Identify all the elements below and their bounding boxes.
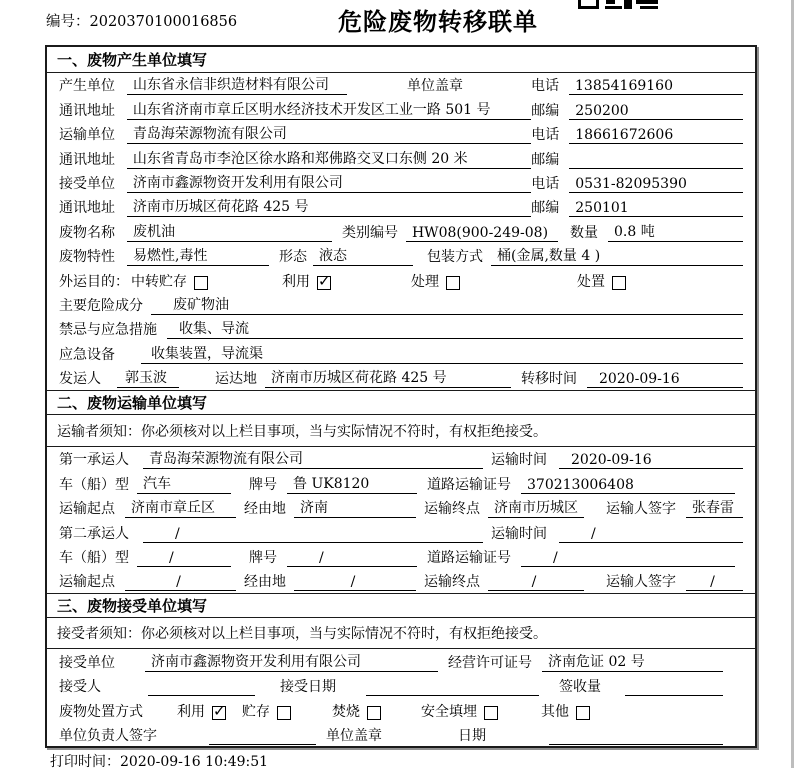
accept-date-value bbox=[366, 695, 539, 696]
purpose-option-label: 利用 bbox=[282, 273, 310, 290]
accept-date-label: 接受日期 bbox=[280, 679, 336, 696]
end1-label: 运输终点 bbox=[424, 501, 480, 518]
phone3-label: 电话 bbox=[531, 175, 560, 192]
carrier1-row bbox=[59, 447, 743, 471]
doc-number bbox=[46, 10, 237, 31]
date-label: 日期 bbox=[458, 727, 486, 744]
qty-value: 0.8 吨 bbox=[608, 221, 743, 242]
permit1-value: 370213006408 bbox=[521, 477, 735, 494]
disposal-option-label: 贮存 bbox=[242, 703, 270, 720]
hazard-value: 废矿物油 bbox=[151, 294, 743, 315]
time2-label: 运输时间 bbox=[491, 525, 547, 542]
zip1-value: 250200 bbox=[569, 103, 743, 120]
vehicle2-value: / bbox=[137, 550, 231, 567]
equipment-value: 收集装置，导流渠 bbox=[141, 343, 743, 364]
checkbox-icon bbox=[212, 706, 226, 720]
section-2-header bbox=[47, 390, 755, 415]
receiver-notice: 接受者须知：你必须核对以上栏目事项，当与实际情况不符时，有权拒绝接受。 bbox=[47, 618, 755, 649]
carrier2-label: 第二承运人 bbox=[59, 525, 129, 542]
vehicle1-value: 汽车 bbox=[137, 473, 231, 494]
transporter-notice: 运输者须知：你必须核对以上栏目事项，当与实际情况不符时，有权拒绝接受。 bbox=[47, 415, 755, 447]
equipment-label: 应急设备 bbox=[59, 346, 115, 363]
waste-name-value: 废机油 bbox=[127, 221, 332, 242]
sign1-value: 张春雷 bbox=[686, 497, 743, 518]
head-sign-value bbox=[209, 744, 316, 745]
category-label: 类别编号 bbox=[342, 224, 398, 241]
emergency-label: 禁忌与应急措施 bbox=[59, 322, 157, 339]
page-edge-divider bbox=[791, 0, 794, 768]
disposal-label: 废物处置方式 bbox=[59, 703, 143, 720]
sign2-value: / bbox=[686, 574, 743, 591]
disposal-option-storage bbox=[242, 701, 291, 721]
qty-label: 数量 bbox=[570, 224, 598, 241]
purpose-option-transfer-storage bbox=[131, 271, 208, 291]
origin1-value: 济南市章丘区 bbox=[125, 497, 236, 518]
addr3-label: 通讯地址 bbox=[59, 200, 115, 217]
receiver-value: 济南市鑫源物资开发利用有限公司 bbox=[127, 172, 531, 193]
accept-unit-value: 济南市鑫源物资开发利用有限公司 bbox=[145, 651, 438, 672]
head-sign-row bbox=[59, 723, 743, 747]
carrier1-label: 第一承运人 bbox=[59, 452, 129, 469]
disposal-row bbox=[59, 698, 743, 722]
end2-value: / bbox=[488, 574, 584, 591]
section-3-title: 三、废物接受单位填写 bbox=[57, 598, 208, 616]
purpose-option-use bbox=[282, 271, 331, 291]
transfer-time-value: 2020-09-16 bbox=[587, 371, 743, 388]
checkbox-icon bbox=[317, 276, 331, 290]
producer-label: 产生单位 bbox=[59, 78, 115, 95]
form-label: 形态 bbox=[279, 249, 307, 266]
manifest-form bbox=[45, 45, 757, 748]
section-1-title: 一、废物产生单位填写 bbox=[57, 52, 208, 69]
plate2-value: / bbox=[287, 550, 417, 567]
phone2-label: 电话 bbox=[531, 127, 560, 144]
addr3-value: 济南市历城区荷花路 425 号 bbox=[127, 196, 531, 217]
transporter-address-row bbox=[59, 146, 743, 170]
emergency-value: 收集、导流 bbox=[167, 318, 743, 339]
print-time-value: 2020-09-16 10:49:51 bbox=[120, 754, 269, 768]
print-time bbox=[50, 751, 268, 768]
disposal-option-use bbox=[177, 701, 226, 721]
accept-unit-label: 接受单位 bbox=[59, 654, 115, 671]
origin1-label: 运输起点 bbox=[59, 501, 115, 518]
disposal-option-label: 利用 bbox=[177, 703, 205, 720]
via1-label: 经由地 bbox=[244, 501, 286, 518]
license-label: 经营许可证号 bbox=[448, 654, 532, 671]
time1-value: 2020-09-16 bbox=[559, 452, 743, 469]
vehicle1-row bbox=[59, 471, 743, 495]
receiver-label: 接受单位 bbox=[59, 175, 115, 192]
addr1-label: 通讯地址 bbox=[59, 102, 115, 119]
dest-value: 济南市历城区荷花路 425 号 bbox=[265, 367, 511, 388]
time1-label: 运输时间 bbox=[491, 452, 547, 469]
zip2-value bbox=[569, 168, 743, 169]
zip3-value: 250101 bbox=[569, 200, 743, 217]
doc-number-label: 编号： bbox=[46, 14, 90, 30]
phone1-value: 13854169160 bbox=[569, 78, 743, 95]
phone3-value: 0531-82095390 bbox=[569, 176, 743, 193]
checkbox-icon bbox=[484, 706, 498, 720]
section-1-body bbox=[47, 73, 755, 390]
signed-qty-value bbox=[625, 695, 723, 696]
head-sign-label: 单位负责人签字 bbox=[59, 727, 157, 744]
packing-value: 桶(金属,数量 4 ) bbox=[491, 245, 743, 266]
receiver-row bbox=[59, 171, 743, 195]
waste-name-label: 废物名称 bbox=[59, 224, 115, 241]
doc-number-value: 2020370100016856 bbox=[89, 14, 238, 30]
addr2-value: 山东省青岛市李沧区徐水路和郑佛路交叉口东侧 20 米 bbox=[127, 148, 531, 169]
route2-row bbox=[59, 569, 743, 593]
disposal-option-incineration bbox=[332, 701, 381, 721]
carrier2-row bbox=[59, 520, 743, 544]
end1-value: 济南市历城区 bbox=[488, 497, 584, 518]
hazard-row bbox=[59, 293, 743, 317]
dest-label: 运达地 bbox=[215, 371, 257, 388]
qr-code-icon bbox=[578, 0, 660, 9]
disposal-option-label: 其他 bbox=[541, 703, 569, 720]
purpose-row bbox=[59, 268, 743, 292]
plate1-label: 牌号 bbox=[249, 476, 277, 493]
zip2-label: 邮编 bbox=[531, 151, 560, 168]
zip3-label: 邮编 bbox=[531, 200, 560, 217]
addr2-label: 通讯地址 bbox=[59, 151, 115, 168]
packing-label: 包装方式 bbox=[427, 249, 483, 266]
sign2-label: 运输人签字 bbox=[606, 574, 676, 591]
page-title: 危险废物转移联单 bbox=[338, 9, 538, 36]
via2-label: 经由地 bbox=[244, 574, 286, 591]
transporter-label: 运输单位 bbox=[59, 127, 115, 144]
waste-name-row bbox=[59, 219, 743, 243]
section-3-body bbox=[47, 649, 755, 747]
purpose-label: 外运目的： bbox=[59, 273, 129, 290]
purpose-option-label: 处理 bbox=[411, 273, 439, 290]
disposal-option-landfill bbox=[421, 701, 498, 721]
checkbox-icon bbox=[367, 706, 381, 720]
shipper-value: 郭玉波 bbox=[117, 367, 179, 388]
phone2-value: 18661672606 bbox=[569, 127, 743, 144]
signed-qty-label: 签收量 bbox=[559, 679, 601, 696]
checkbox-icon bbox=[612, 276, 626, 290]
seal-label: 单位盖章 bbox=[407, 78, 463, 95]
sign1-label: 运输人签字 bbox=[606, 501, 676, 518]
purpose-option-disposal bbox=[577, 271, 626, 291]
emergency-row bbox=[59, 317, 743, 341]
checkbox-icon bbox=[576, 706, 590, 720]
vehicle2-label: 车（船）型 bbox=[59, 550, 129, 567]
via1-value: 济南 bbox=[294, 497, 416, 518]
section-2-body bbox=[47, 447, 755, 593]
producer-row bbox=[59, 73, 743, 97]
time2-value: / bbox=[559, 526, 743, 543]
purpose-option-treatment bbox=[411, 271, 460, 291]
hazard-label: 主要危险成分 bbox=[59, 297, 143, 314]
vehicle1-label: 车（船）型 bbox=[59, 476, 129, 493]
phone1-label: 电话 bbox=[531, 78, 559, 95]
form-value: 液态 bbox=[313, 245, 413, 266]
category-value: HW08(900-249-08) bbox=[406, 225, 558, 242]
license-value: 济南危证 02 号 bbox=[542, 651, 723, 672]
section-1-header bbox=[47, 47, 755, 73]
acceptor-value bbox=[148, 695, 255, 696]
disposal-option-label: 安全填埋 bbox=[421, 703, 477, 720]
purpose-option-label: 中转贮存 bbox=[131, 273, 187, 290]
date-value bbox=[549, 744, 723, 745]
receiver-address-row bbox=[59, 195, 743, 219]
transporter-row bbox=[59, 122, 743, 146]
traits-value: 易燃性,毒性 bbox=[127, 245, 269, 266]
permit2-value: / bbox=[521, 550, 735, 567]
plate2-label: 牌号 bbox=[249, 550, 277, 567]
origin2-value: / bbox=[125, 574, 236, 591]
plate1-value: 鲁 UK8120 bbox=[287, 473, 417, 494]
transporter-value: 青岛海荣源物流有限公司 bbox=[127, 123, 531, 144]
checkbox-icon bbox=[446, 276, 460, 290]
purpose-option-label: 处置 bbox=[577, 273, 605, 290]
section-2-title: 二、废物运输单位填写 bbox=[57, 395, 208, 413]
acceptor-label: 接受人 bbox=[59, 679, 101, 696]
carrier2-value: / bbox=[143, 526, 483, 543]
shipper-row bbox=[59, 366, 743, 390]
equipment-row bbox=[59, 341, 743, 365]
accept-unit-row bbox=[59, 649, 743, 673]
permit1-label: 道路运输证号 bbox=[427, 476, 511, 493]
permit2-label: 道路运输证号 bbox=[427, 550, 511, 567]
unit-seal-label: 单位盖章 bbox=[326, 727, 382, 744]
addr1-value: 山东省济南市章丘区明水经济技术开发区工业一路 501 号 bbox=[127, 99, 531, 120]
via2-value: / bbox=[294, 574, 416, 591]
disposal-option-label: 焚烧 bbox=[332, 703, 360, 720]
end2-label: 运输终点 bbox=[424, 574, 480, 591]
transfer-time-label: 转移时间 bbox=[521, 371, 577, 388]
checkbox-icon bbox=[194, 276, 208, 290]
section-3-header bbox=[47, 593, 755, 618]
producer-value: 山东省永信非织造材料有限公司 bbox=[127, 74, 347, 95]
disposal-option-other bbox=[541, 701, 590, 721]
producer-address-row bbox=[59, 97, 743, 121]
carrier1-value: 青岛海荣源物流有限公司 bbox=[143, 448, 483, 469]
traits-label: 废物特性 bbox=[59, 249, 115, 266]
zip1-label: 邮编 bbox=[531, 102, 560, 119]
acceptor-row bbox=[59, 674, 743, 698]
print-time-label: 打印时间： bbox=[50, 754, 120, 768]
origin2-label: 运输起点 bbox=[59, 574, 115, 591]
shipper-label: 发运人 bbox=[59, 371, 101, 388]
route1-row bbox=[59, 496, 743, 520]
checkbox-icon bbox=[277, 706, 291, 720]
waste-traits-row bbox=[59, 244, 743, 268]
vehicle2-row bbox=[59, 545, 743, 569]
